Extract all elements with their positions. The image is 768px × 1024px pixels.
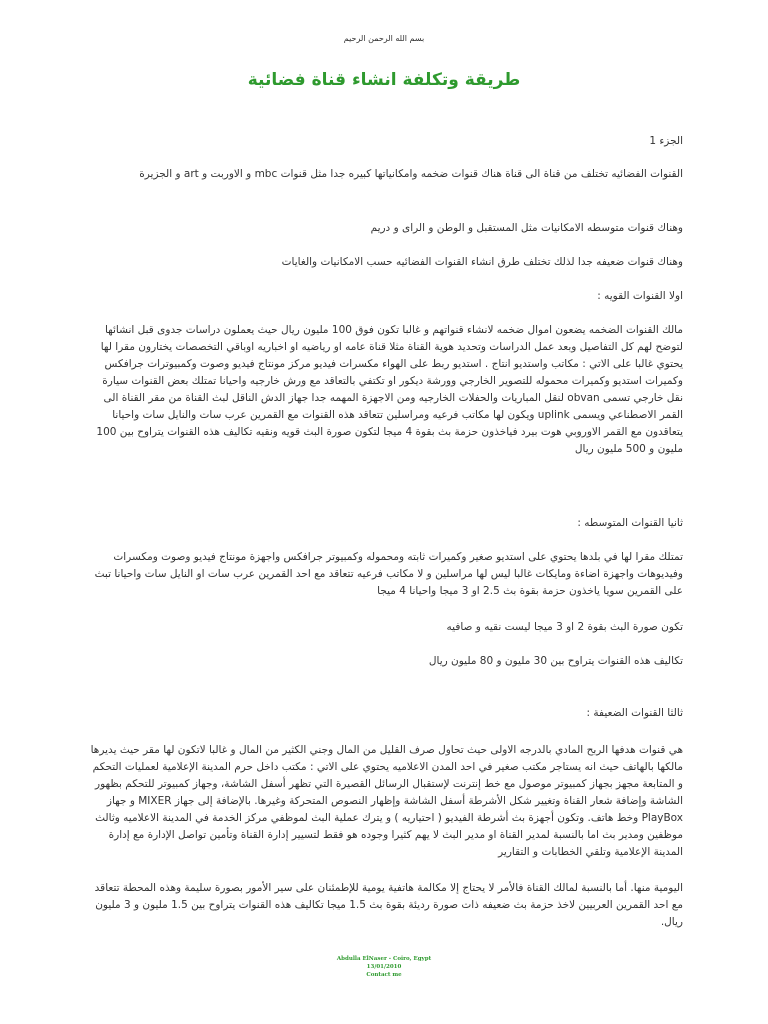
- footer-date: 13/01/2010: [366, 964, 402, 970]
- medium-cost-line: تكاليف هذه القنوات يتراوح بين 30 مليون و 80 مليون ريال: [428, 655, 683, 667]
- medium-channels-line: وهناك قنوات متوسطه الامكانيات مثل المستقبل و الوطن و الراى و دريم: [370, 222, 683, 234]
- weak-heading: ثالثا القنوات الضعيفة :: [586, 707, 683, 719]
- footer: [0, 955, 768, 979]
- weak-paragraph: هي قنوات هدفها الربح المادي بالدرجه الاولى حيث تحاول صرف القليل من المال وجني الكثير من المال و غالبا لاتكون لها مقر حيث يديرها مالكها بالهاتف حيث انه يستاجر مكتب صغير في احد المدن الاعلاميه يحتوي على الاتي : مكتب داخل حرم المدينة الإعلامية لعمليات التحكم و المتابعة مجهز بجهاز كمبيوتر موصول مع خط إنترنت لإستقبال الرسائل القصيرة التي تظهر أسفل الشاشة، وجهاز كمبيوتر للتحكم بظهور الشاشة وإضافة شعار القناة وتغيير شكل الأشرطة أسفل الشاشة وإظهار النصوص المتحركة وغيرها. بالإضافة إلى جهاز MIXER و جهاز PlayBox وخط هاتف. وتكون أجهزة بث أشرطة الفيديو ( احتياريه ) و يترك عملية البث لموظفي مركز الخدمة في المدينة الاعلاميه وثالث موظفين ومدير بث اما بالنسبة لمدير القناة او مدير البث لا يهم كثيرا وجوده هو فقط لتسيير إدارة القناة وتأمين تواصل الإدارة مع إدارة المدينة الإعلامية وتلقي الخطابات و التقارير: [90, 744, 683, 858]
- medium-quality-line: تكون صورة البث بقوة 2 او 3 ميجا ليست نقيه و صافيه: [446, 621, 683, 633]
- medium-paragraph: تمتلك مقرا لها في بلدها يحتوي على استديو صغير وكميرات ثابته ومحموله وكمبيوتر جرافكس واجهزة مونتاج فيديو وصوت ومكسرات وفيديوهات واجهزة اضاءة ومايكات غالبا ليس لها مراسلين و لا مكاتب فرعيه تتعاقد مع احد القمرين عرب سات او النايل سات واحيانا تبث على القمرين سويا ياخذون حزمة بقوة بث 2.5 او 3 ميجا واحيانا 4 ميجا: [94, 551, 683, 597]
- document-title: طريقة وتكلفة انشاء قناة فضائية: [247, 70, 521, 90]
- intro-paragraph: القنوات الفضائيه تختلف من قناة الى قناة هناك قنوات ضخمه وامكانياتها كبيره جدا مثل قنوات mbc و الاوربت و art و الجزيرة: [139, 168, 683, 180]
- weak-paragraph-continued: اليومية منها. أما بالنسبة لمالك القناة فالأمر لا يحتاج إلا مكالمة هاتفية يومية للإطمئنان على سير الأمور بصورة سليمة وهذه المحطة تتعاقد مع احد القمرين العربيين لاخذ حزمة بث ضعيفه ذات صورة رديئة بقوة بث 1.5 ميجا تكاليف هذه القنوات يتراوح بين 1.5 مليون و 3 مليون ريال.: [94, 882, 683, 928]
- weak-channels-line: وهناك قنوات ضعيفه جدا لذلك تختلف طرق انشاء القنوات الفضائيه حسب الامكانيات والغايات: [281, 256, 683, 268]
- footer-author: Abdulla ElNaser - Coiro, Egypt: [336, 956, 432, 962]
- strong-paragraph: مالك القنوات الضخمه يضعون اموال ضخمه لانشاء قنواتهم و غالبا تكون فوق 100 مليون ريال حيث يعملون دراسات جدوى قبل انشائها لتوضح لهم كل التفاصيل وبعد عمل الدراسات وتحديد هوية القناة مثلا قناة عامه او رياضيه او اخباريه اوباقي التخصصات يختارون مقرا لها يحتوي غالبا على الاتي : مكاتب واستديو انتاج . استديو ربط على الهواء مكسرات فيديو مركز مونتاج فيديو وصوت وكمبيوترات جرافكس وكميرات استديو وكميرات محموله للتصوير الخارجي وورشة ديكور او تكتفي بالتعاقد مع ورش خارجيه واحيانا تمتلك بعض القنوات سيارة نقل خارجي تسمى obvan لنقل المباريات والحفلات الخارجيه ومن الاجهزة المهمه جدا جهاز الدش الناقل لبث القناة من مقر القناة الى القمر الاصطناعي ويسمى uplink ويكون لها مكاتب فرعيه ومراسلين تتعاقد هذه القنوات مع القمرين عرب سات والنايل سات واحيانا يتعاقدون مع القمر الاوروبي هوت بيرد فياخذون حزمة بث بقوة 4 ميجا لتكون صورة البث قويه ونقيه تكاليف هذه القنوات يتراوح بين 100 مليون و 500 مليون ريال: [96, 324, 683, 455]
- part-label: الجزء 1: [649, 135, 683, 147]
- basmala: بسم الله الرحمن الرحيم: [343, 34, 425, 43]
- strong-heading: اولا القنوات القويه :: [597, 290, 683, 302]
- footer-contact-link[interactable]: Contact me: [366, 972, 402, 978]
- medium-heading: ثانيا القنوات المتوسطه :: [577, 517, 683, 529]
